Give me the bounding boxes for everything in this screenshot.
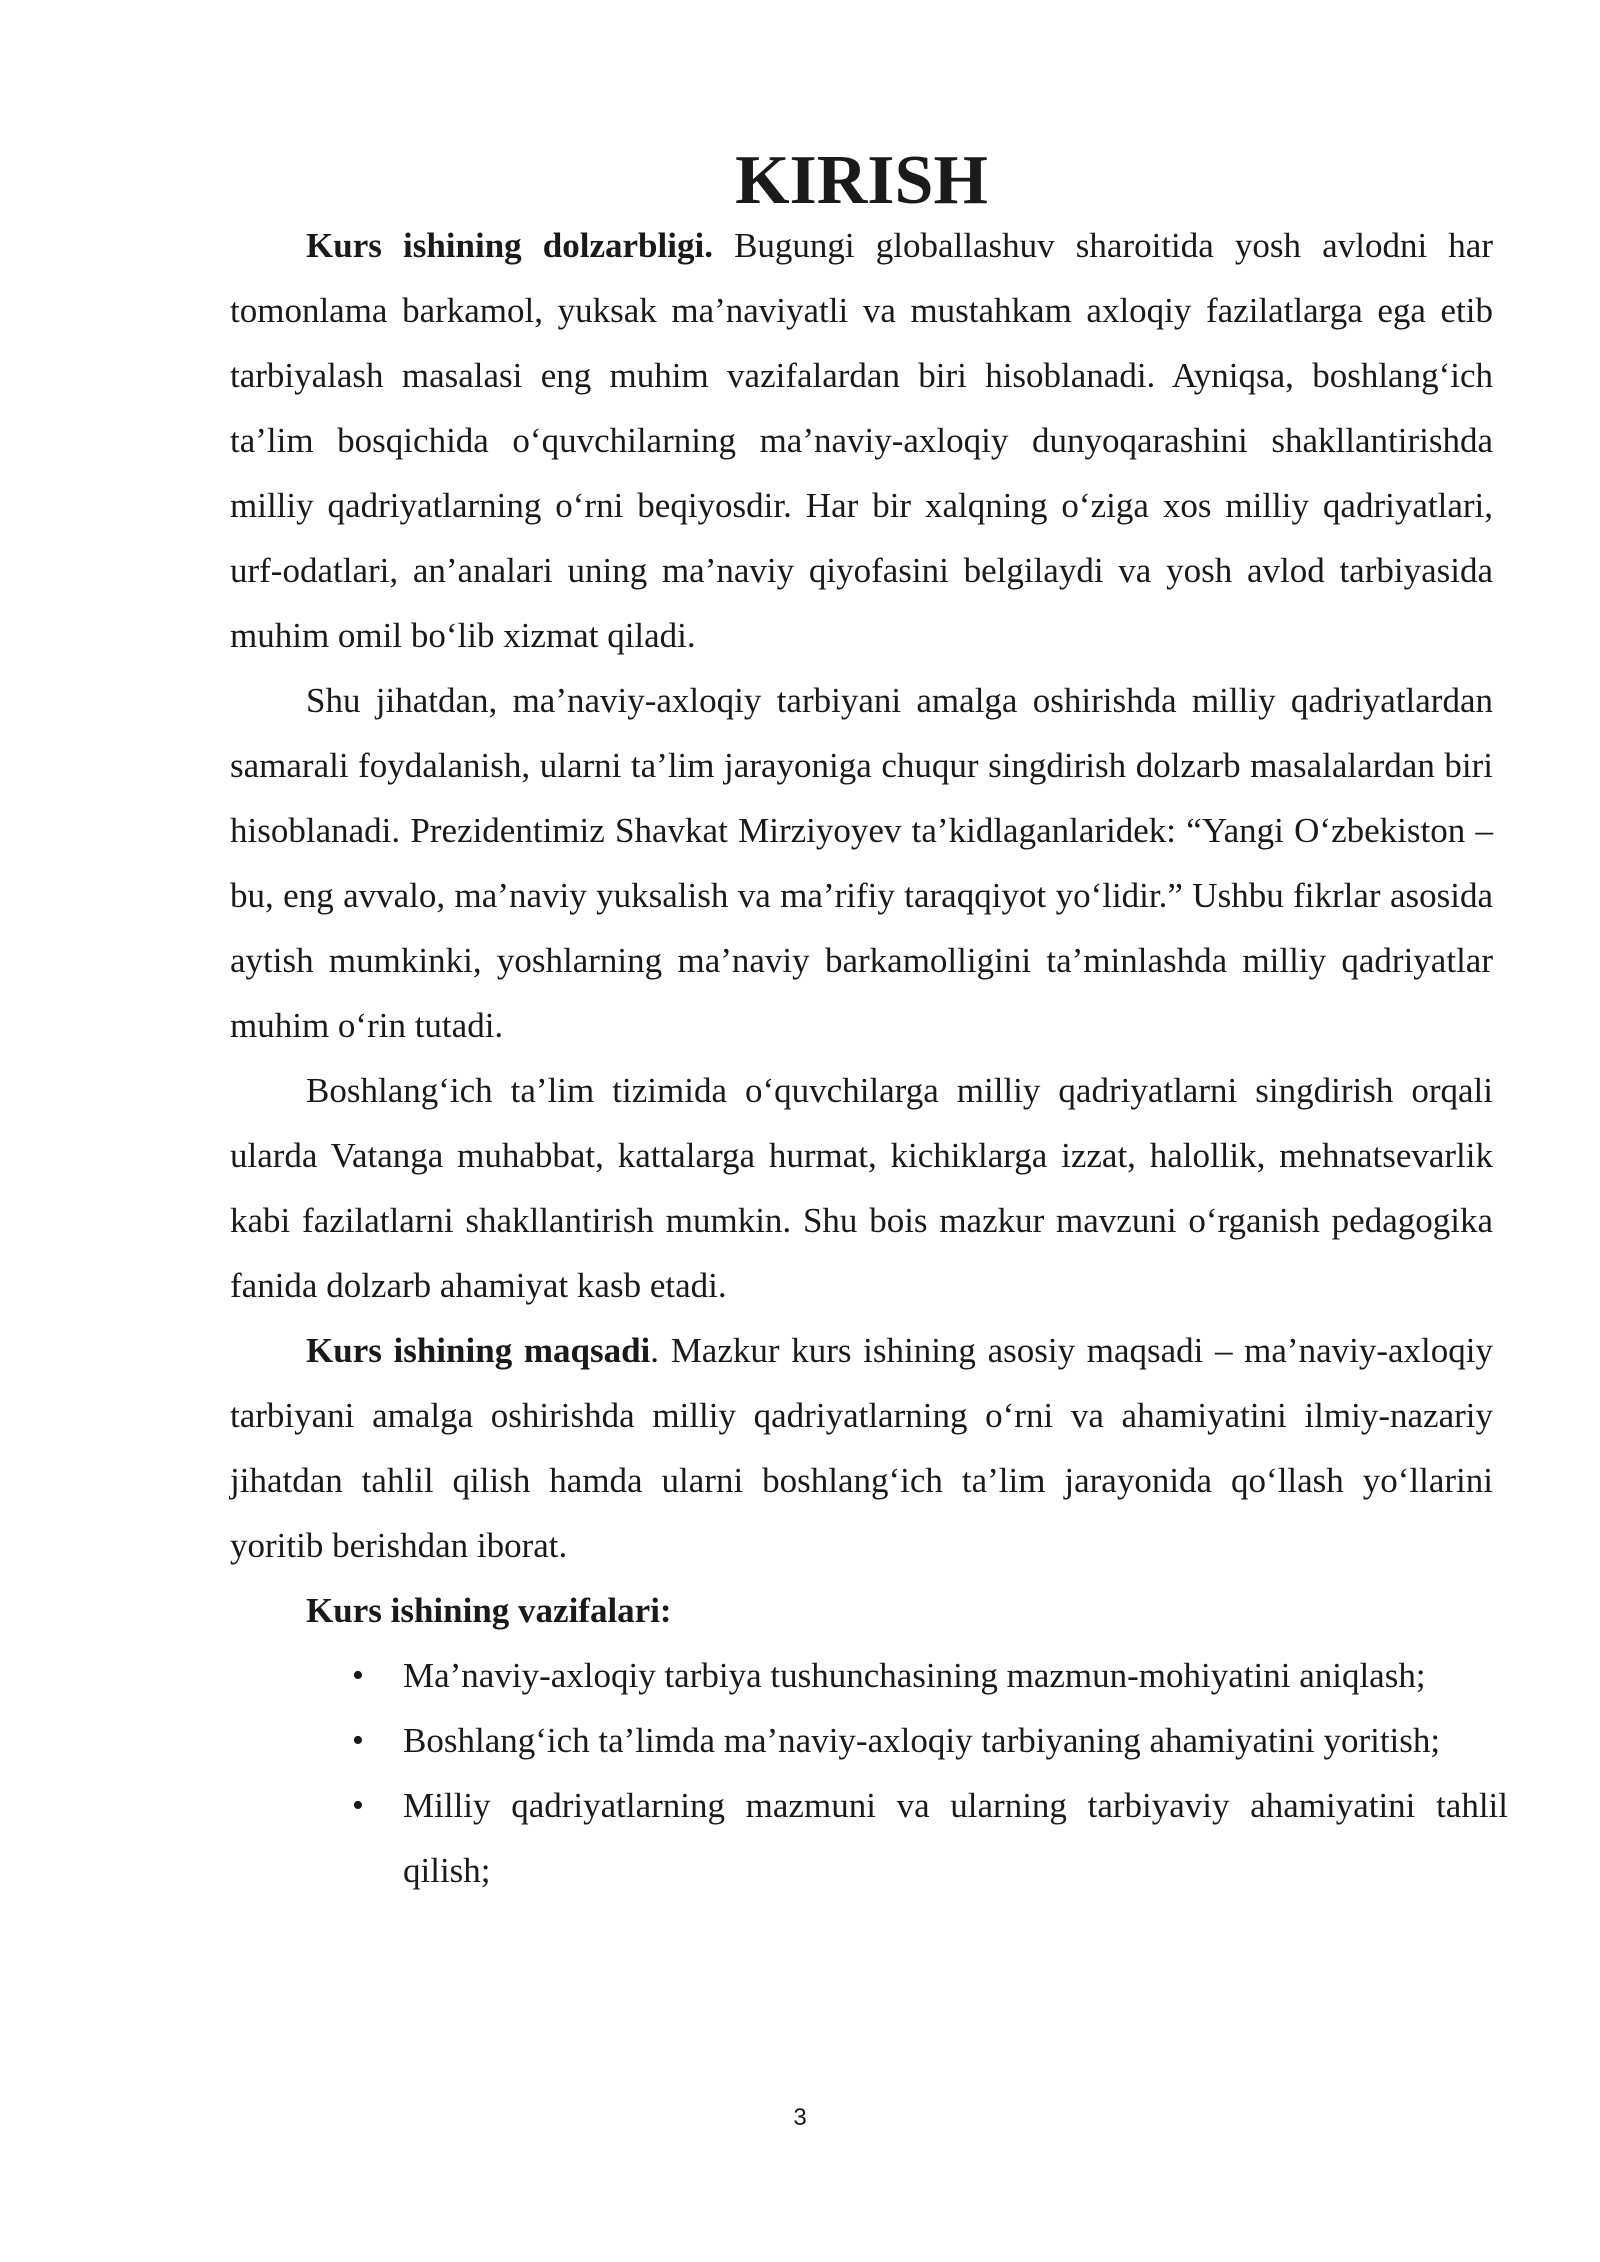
paragraph-lead: Kurs ishining dolzarbligi.	[306, 226, 713, 265]
paragraph-text: Shu jihatdan, ma’naviy-axloqiy tarbiyani amalga oshirishda milliy qadriyatlardan samarali foydalanish, ularni ta’lim jarayoniga chuqur singdirish dolzarb masalalardan biri hisoblanadi. Prezidentimiz Shavkat Mirziyoyev ta’kidlaganlaridek: “Yangi O‘zbekiston – bu, eng avvalo, ma’naviy yuksalish va ma’rifiy taraqqiyot yo‘lidir.” Ushbu fikrlar asosida aytish mumkinki, yoshlarning ma’naviy barkamolligini ta’minlashda milliy qadriyatlar muhim o‘rin tutadi.	[230, 681, 1493, 1045]
bullet-icon: •	[352, 1657, 364, 1694]
page-body	[230, 142, 1508, 1903]
bullet-icon: •	[352, 1722, 364, 1759]
paragraph-text: Bugungi globallashuv sharoitida yosh avlodni har tomonlama barkamol, yuksak ma’naviyatli va mustahkam axloqiy fazilatlarga ega etib tarbiyalash masalasi eng muhim vazifalardan biri hisoblanadi. Ayniqsa, boshlang‘ich ta’lim bosqichida o‘quvchilarning ma’naviy-axloqiy dunyoqarashini shakllantirishda milliy qadriyatlarning o‘rni beqiyosdir. Har bir xalqning o‘ziga xos milliy qadriyatlari, urf-odatlari, an’analari uning ma’naviy qiyofasini belgilaydi va yosh avlod tarbiyasida muhim omil bo‘lib xizmat qiladi.	[230, 226, 1493, 655]
page-heading: KIRISH	[735, 142, 988, 219]
paragraph-values	[230, 1058, 1493, 1318]
paragraph-text: . Mazkur kurs ishining asosiy maqsadi – ma’naviy-axloqiy tarbiyani amalga oshirishda milliy qadriyatlarning o‘rni va ahamiyatini ilmiy-nazariy jihatdan tahlil qilish hamda ularni boshlang‘ich ta’lim jarayonida qo‘llash yo‘llarini yoritib berishdan iborat.	[230, 1331, 1493, 1565]
list-item-text: Milliy qadriyatlarning mazmuni va ularning tarbiyaviy ahamiyatini tahlil qilish;	[403, 1786, 1508, 1890]
paragraph-lead: Kurs ishining maqsadi	[306, 1331, 651, 1370]
page-number: 3	[793, 2104, 807, 2131]
paragraph-text: Boshlang‘ich ta’lim tizimida o‘quvchilarga milliy qadriyatlarni singdirish orqali ularda Vatanga muhabbat, kattalarga hurmat, kichiklarga izzat, halollik, mehnatsevarlik kabi fazilatlarni shakllantirish mumkin. Shu bois mazkur mavzuni o‘rganish pedagogika fanida dolzarb ahamiyat kasb etadi.	[230, 1071, 1493, 1305]
paragraph-relevance	[230, 213, 1493, 668]
list-item-text: Ma’naviy-axloqiy tarbiya tushunchasining mazmun-mohiyatini aniqlash;	[403, 1656, 1426, 1695]
list-item	[352, 1708, 1493, 1773]
list-item	[352, 1643, 1493, 1708]
bullet-icon: •	[352, 1787, 364, 1824]
paragraph-importance	[230, 668, 1493, 1058]
list-item	[352, 1773, 1508, 1903]
list-item-text: Boshlang‘ich ta’limda ma’naviy-axloqiy tarbiyaning ahamiyatini yoritish;	[403, 1721, 1441, 1760]
paragraph-goal	[230, 1318, 1493, 1578]
tasks-heading: Kurs ishining vazifalari:	[306, 1591, 672, 1630]
tasks-list	[230, 1643, 1508, 1903]
